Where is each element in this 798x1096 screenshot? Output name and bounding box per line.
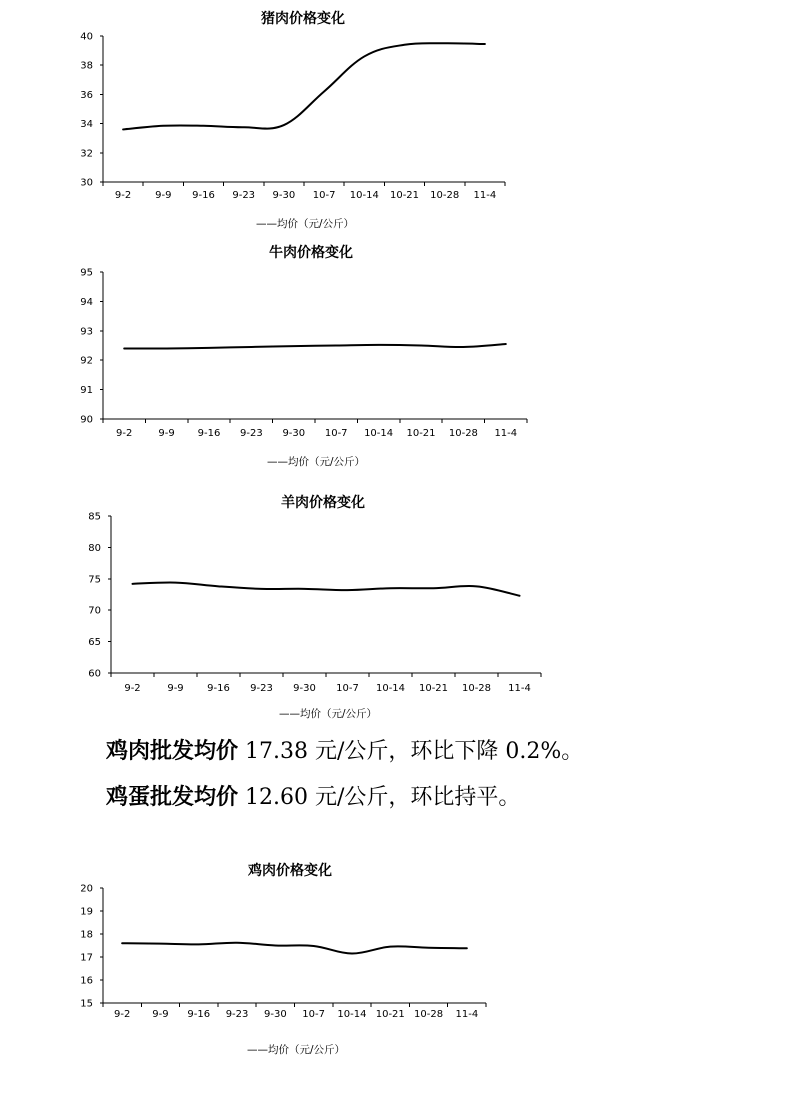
- chart-title: 牛肉价格变化: [269, 245, 353, 261]
- y-tick-label: 30: [80, 177, 93, 189]
- chart-title: 羊肉价格变化: [281, 495, 365, 511]
- y-tick-label: 36: [80, 89, 93, 101]
- x-tick-label: 10-28: [414, 1009, 444, 1020]
- chicken-price-label: 鸡肉批发均价: [106, 739, 239, 764]
- x-tick-label: 9-2: [113, 1009, 131, 1020]
- legend-label: ——均价（元/公斤）: [255, 218, 355, 230]
- x-tick-label: 9-30: [282, 428, 306, 439]
- y-tick-label: 17: [80, 952, 93, 964]
- x-tick-label: 11-4: [494, 428, 518, 439]
- chart-title: 鸡肉价格变化: [248, 863, 332, 879]
- x-tick-label: 9-2: [124, 683, 141, 694]
- y-tick-label: 16: [80, 975, 93, 987]
- series-line: [133, 582, 520, 595]
- x-tick-label: 10-21: [406, 428, 436, 439]
- x-tick-label: 9-23: [225, 1009, 249, 1020]
- x-tick-label: 10-21: [389, 190, 420, 201]
- y-tick-label: 32: [80, 148, 93, 160]
- series-line: [122, 943, 467, 954]
- egg-price-label: 鸡蛋批发均价: [106, 785, 239, 810]
- series-line: [123, 43, 485, 129]
- y-tick-label: 95: [80, 267, 93, 279]
- x-tick-label: 10-14: [349, 190, 379, 201]
- x-tick-label: 10-21: [418, 683, 449, 694]
- x-tick-label: 9-9: [152, 1009, 169, 1020]
- x-tick-label: 11-4: [473, 190, 497, 201]
- y-tick-label: 38: [80, 60, 93, 72]
- x-tick-label: 9-30: [272, 190, 296, 201]
- chicken-price-detail: 17.38 元/公斤，环比下降 0.2%。: [238, 739, 584, 764]
- y-tick-label: 18: [80, 929, 93, 941]
- x-tick-label: 9-16: [192, 190, 215, 201]
- x-tick-label: 9-9: [158, 428, 175, 439]
- y-tick-label: 94: [80, 296, 93, 308]
- chicken-price-chart-svg: [0, 856, 798, 1096]
- y-tick-label: 93: [80, 326, 93, 338]
- x-tick-label: 10-7: [336, 683, 359, 694]
- y-tick-label: 75: [88, 574, 101, 586]
- y-tick-label: 20: [80, 883, 93, 895]
- x-tick-label: 9-2: [116, 428, 133, 439]
- y-tick-label: 92: [80, 355, 93, 367]
- series-line: [124, 344, 506, 348]
- x-tick-label: 9-16: [197, 428, 221, 439]
- chart-title: 猪肉价格变化: [261, 11, 345, 27]
- y-tick-label: 65: [88, 637, 101, 649]
- x-tick-label: 10-14: [375, 683, 406, 694]
- chicken-price-chart: [0, 856, 798, 1096]
- legend-label: ——均价（元/公斤）: [246, 1044, 346, 1056]
- x-tick-label: 9-9: [167, 683, 184, 694]
- x-tick-label: 10-21: [375, 1009, 405, 1020]
- pork-price-chart: [0, 0, 798, 240]
- y-tick-label: 19: [80, 906, 93, 918]
- egg-price-text: [106, 783, 520, 813]
- x-tick-label: 9-16: [187, 1009, 211, 1020]
- y-tick-label: 85: [88, 511, 101, 523]
- y-tick-label: 70: [88, 605, 101, 617]
- y-tick-label: 40: [80, 31, 93, 43]
- x-tick-label: 9-23: [232, 190, 256, 201]
- y-tick-label: 34: [80, 119, 93, 131]
- x-tick-label: 10-28: [430, 190, 460, 201]
- x-tick-label: 9-23: [250, 683, 273, 694]
- mutton-price-chart: [0, 488, 798, 728]
- x-tick-label: 10-7: [324, 428, 348, 439]
- mutton-price-chart-svg: [0, 488, 798, 728]
- y-tick-label: 91: [80, 385, 93, 397]
- x-tick-label: 10-7: [312, 190, 336, 201]
- x-tick-label: 10-14: [337, 1009, 367, 1020]
- x-tick-label: 9-9: [155, 190, 172, 201]
- x-tick-label: 9-30: [263, 1009, 287, 1020]
- legend-label: ——均价（元/公斤）: [278, 708, 378, 720]
- egg-price-detail: 12.60 元/公斤，环比持平。: [238, 785, 521, 810]
- beef-price-chart-svg: [0, 240, 798, 480]
- y-tick-label: 90: [80, 414, 93, 426]
- y-tick-label: 60: [88, 668, 101, 680]
- y-tick-label: 15: [80, 998, 93, 1010]
- pork-price-chart-svg: [0, 0, 798, 240]
- chicken-price-text: [106, 737, 583, 767]
- x-tick-label: 10-14: [364, 428, 394, 439]
- x-tick-label: 9-2: [114, 190, 132, 201]
- x-tick-label: 10-28: [448, 428, 478, 439]
- legend-label: ——均价（元/公斤）: [266, 456, 366, 468]
- x-tick-label: 9-23: [240, 428, 263, 439]
- y-tick-label: 80: [88, 542, 101, 554]
- beef-price-chart: [0, 240, 798, 480]
- x-tick-label: 10-7: [302, 1009, 326, 1020]
- x-tick-label: 11-4: [455, 1009, 479, 1020]
- x-tick-label: 9-30: [293, 683, 316, 694]
- x-tick-label: 9-16: [207, 683, 230, 694]
- x-tick-label: 10-28: [461, 683, 492, 694]
- x-tick-label: 11-4: [508, 683, 531, 694]
